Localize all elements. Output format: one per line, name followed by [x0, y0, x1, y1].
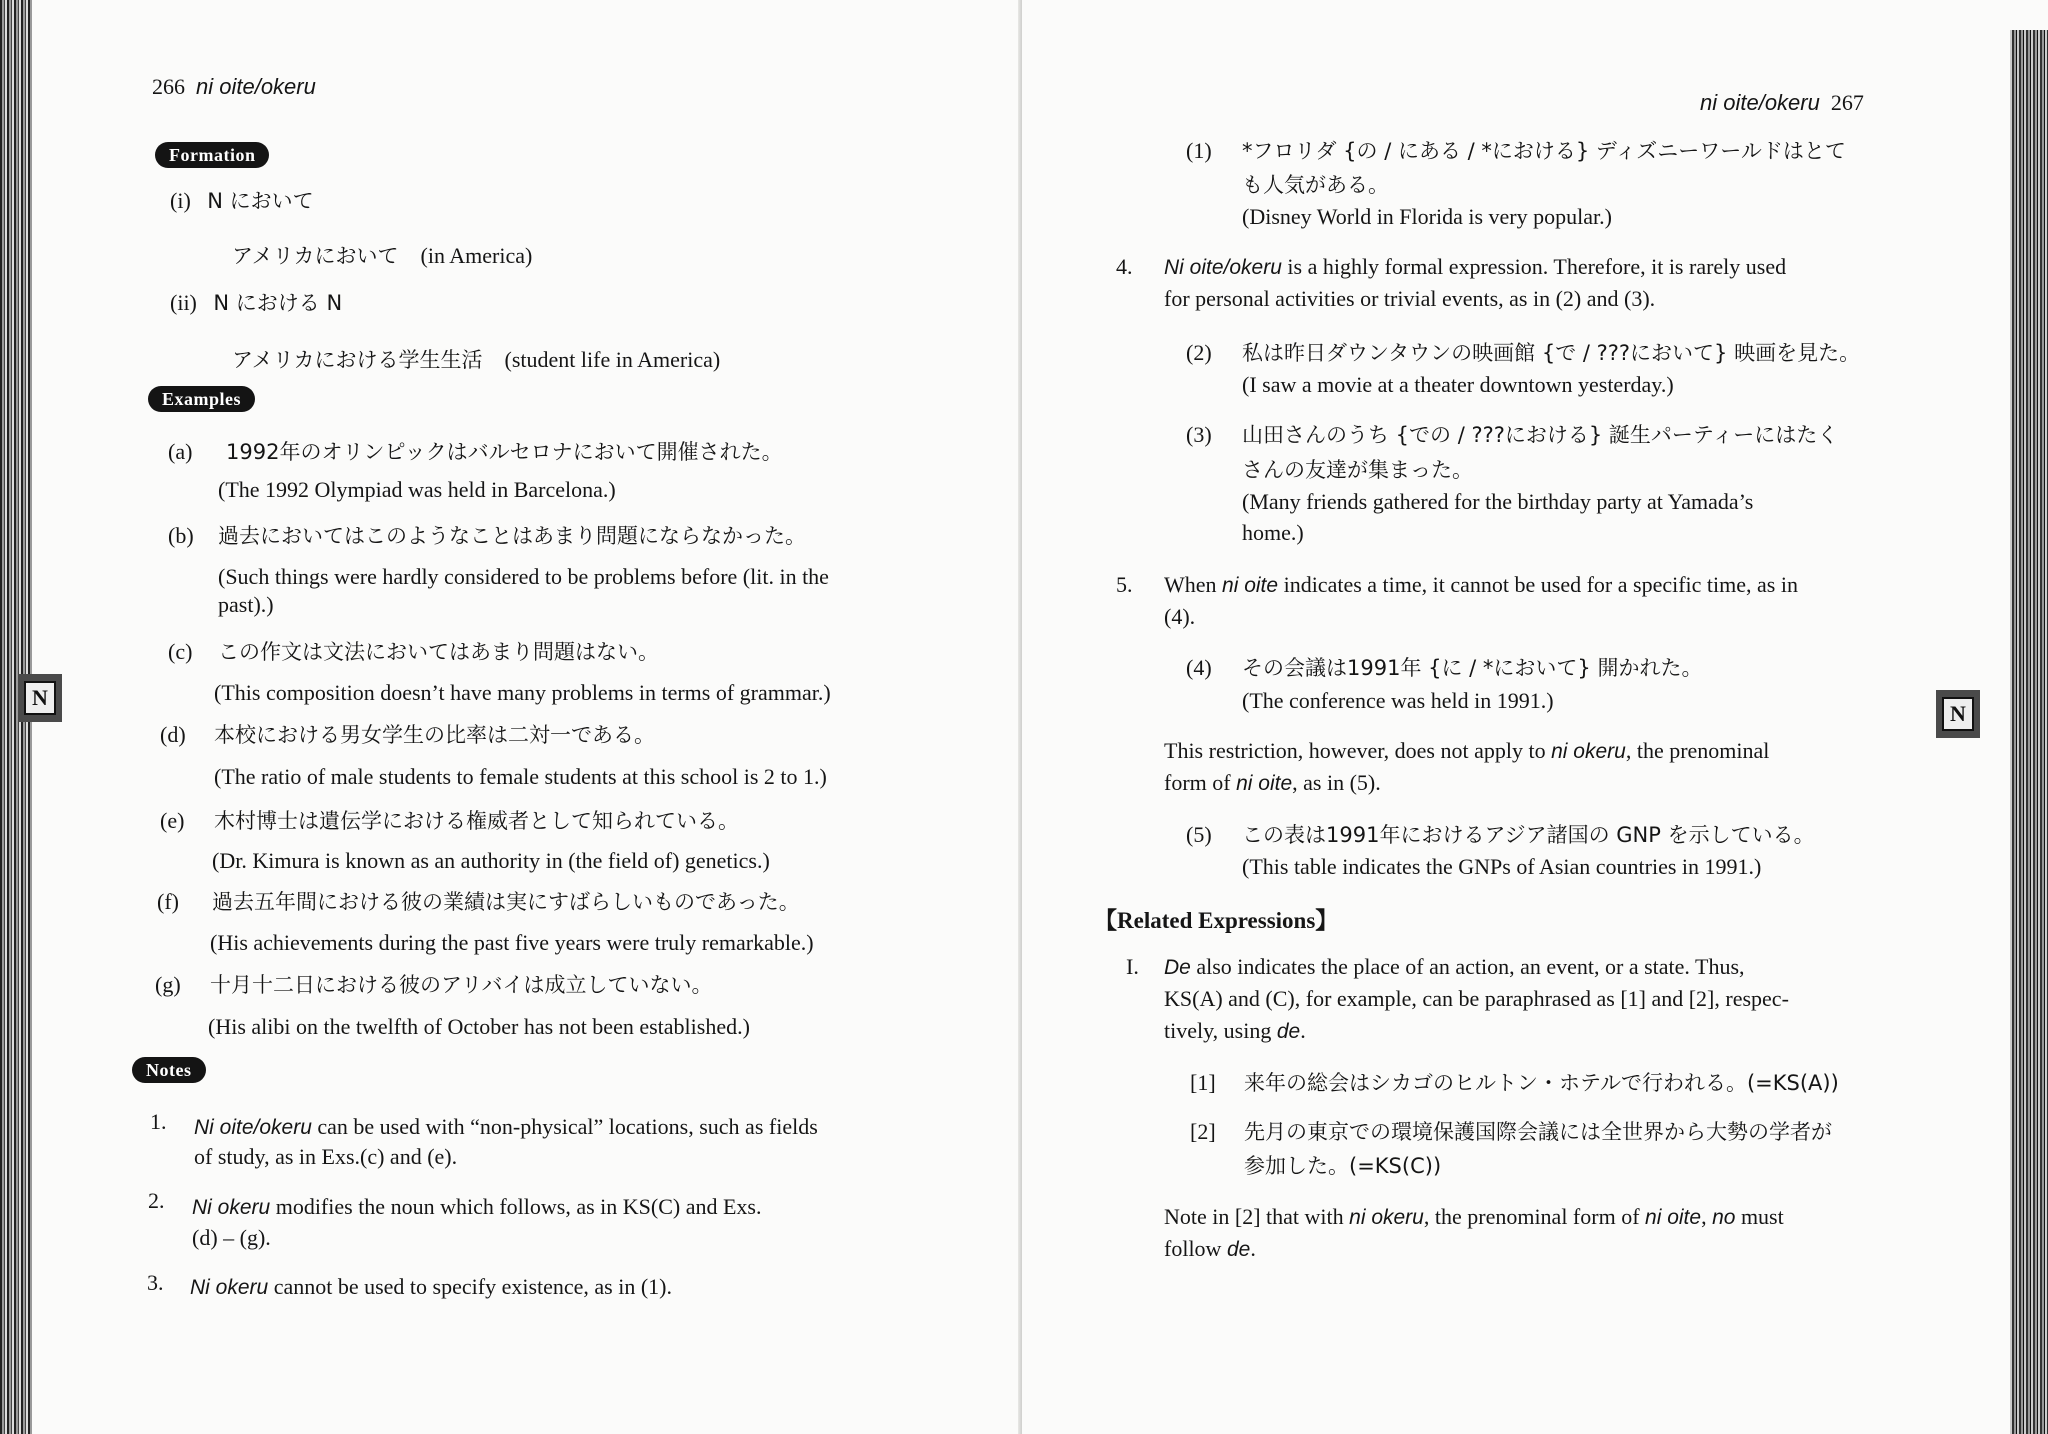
note-4-line2: for personal activities or trivial events, as in (2) and (3). — [1164, 286, 1656, 311]
final-note-line1 — [1164, 1202, 1784, 1233]
running-head-title-left: ni oite/okeru — [196, 74, 316, 99]
final-term: ni oite — [1645, 1206, 1702, 1229]
related-example-2-jp-line2: 参加した。(=KS(C)) — [1244, 1154, 1442, 1178]
example-jp-b: 過去においてはこのようなことはあまり問題にならなかった。 — [218, 524, 806, 548]
example-label-1: (1) — [1186, 138, 1212, 163]
example-en-d: (The ratio of male students to female students at this school is 2 to 1.) — [214, 764, 827, 789]
related-example-2-jp-line1: 先月の東京での環境保護国際会議には全世界から大勢の学者が — [1244, 1120, 1832, 1144]
note-3-text: cannot be used to specify existence, as in (1). — [268, 1274, 673, 1299]
example-label-f: (f) — [157, 889, 179, 914]
formation-example-jp: アメリカにおける学生生活 — [232, 348, 483, 372]
formation-num: (ii) — [170, 290, 197, 315]
left-page — [0, 0, 1022, 1434]
example-en-b-cont: past).) — [218, 592, 274, 617]
final-text: . — [1250, 1236, 1256, 1261]
formation-pattern: N における N — [213, 291, 343, 315]
formation-label: Formation — [155, 142, 269, 168]
example-3-en-line1 — [1242, 486, 1918, 518]
example-5-jp: この表は1991年におけるアジア諸国の GNP を示している。 — [1242, 823, 1815, 847]
running-head-title-right: ni oite/okeru — [1700, 90, 1820, 115]
example-en-c: (This composition doesn’t have many problems in terms of grammar.) — [214, 680, 831, 705]
note-4-line1 — [1164, 252, 1786, 283]
running-head-right — [1700, 90, 1864, 116]
example-3-jp-line2: さんの友達が集まった。 — [1242, 458, 1473, 482]
example-1-en: (Disney World in Florida is very popular.) — [1242, 204, 1612, 229]
section-tab-right — [1936, 690, 1980, 738]
note-2-line2: (d) – (g). — [192, 1225, 271, 1250]
related-example-label-1: [1] — [1190, 1070, 1216, 1095]
formation-example-ii — [232, 345, 720, 375]
related-text: also indicates the place of an action, an event, or a state. Thus, — [1190, 954, 1745, 979]
example-label-2: (2) — [1186, 340, 1212, 365]
notes-label: Notes — [132, 1057, 206, 1083]
example-4-en: (The conference was held in 1991.) — [1242, 688, 1554, 713]
note-number-2: 2. — [148, 1188, 165, 1213]
right-page — [1022, 0, 2048, 1434]
final-term: de — [1226, 1238, 1251, 1261]
example-label-e: (e) — [160, 808, 185, 833]
example-2-en: (I saw a movie at a theater downtown yesterday.) — [1242, 372, 1674, 397]
related-term: De — [1164, 956, 1191, 979]
example-3-en: (Many friends gathered for the birthday party at Yamada’s — [1242, 489, 1754, 514]
note-3-term: Ni okeru — [190, 1276, 269, 1299]
formation-example-en: (in America) — [420, 243, 533, 268]
formation-num: (i) — [170, 188, 191, 213]
example-jp-a: 1992年のオリンピックはバルセロナにおいて開催された。 — [226, 440, 783, 464]
final-text: follow — [1164, 1236, 1227, 1261]
example-en-b: (Such things were hardly considered to be problems before (lit. in the — [218, 564, 829, 589]
note-1-text: can be used with “non-physical” locations, such as fields — [311, 1114, 818, 1139]
restriction-line1 — [1164, 736, 1769, 767]
note-number-1: 1. — [150, 1109, 167, 1134]
example-jp-g: 十月十二日における彼のアリバイは成立していない。 — [210, 973, 713, 997]
note-number-4: 4. — [1116, 254, 1133, 279]
restriction-text: This restriction, however, does not apply to — [1164, 738, 1552, 763]
example-en-e: (Dr. Kimura is known as an authority in (the field of) genetics.) — [212, 848, 770, 873]
related-number-I: I. — [1126, 954, 1139, 979]
example-label-3: (3) — [1186, 422, 1212, 447]
note-5-line1 — [1164, 570, 1798, 601]
related-line2: KS(A) and (C), for example, can be paraphrased as [1] and [2], respec- — [1164, 986, 1789, 1011]
example-label-d: (d) — [160, 722, 186, 747]
restriction-text: form of — [1164, 770, 1237, 795]
related-line1 — [1164, 952, 1745, 983]
example-label-b: (b) — [168, 523, 194, 548]
note-2-text: modifies the noun which follows, as in KS(C) and Exs. — [270, 1194, 762, 1219]
final-text: Note in [2] that with — [1164, 1204, 1350, 1229]
example-label-a: (a) — [168, 439, 193, 464]
note-5-term: ni oite — [1222, 574, 1279, 597]
note-number-3: 3. — [147, 1270, 164, 1295]
final-term: no — [1712, 1206, 1736, 1229]
final-text: , the prenominal form of — [1423, 1204, 1646, 1229]
section-tab-left — [18, 674, 62, 722]
note-1-term: Ni oite/okeru — [194, 1116, 312, 1139]
note-4-text: is a highly formal expression. Therefore, it is rarely used — [1281, 254, 1787, 279]
related-line3 — [1164, 1016, 1306, 1047]
related-example-label-2: [2] — [1190, 1119, 1216, 1144]
example-3-jp-line1: 山田さんのうち {での / ???における} 誕生パーティーにはたく — [1242, 423, 1839, 447]
example-jp-e: 木村博士は遺伝学における権威者として知られている。 — [214, 809, 739, 833]
section-tab-letter: N — [24, 681, 56, 715]
note-3-line1 — [190, 1272, 672, 1303]
example-label-g: (g) — [155, 972, 181, 997]
related-term: de — [1276, 1020, 1301, 1043]
note-2-line1 — [192, 1192, 762, 1223]
related-expressions-heading: 【Related Expressions】 — [1094, 908, 1339, 933]
example-5-en: (This table indicates the GNPs of Asian countries in 1991.) — [1242, 854, 1762, 879]
restriction-term: ni oite — [1236, 772, 1293, 795]
example-label-4: (4) — [1186, 655, 1212, 680]
example-jp-d: 本校における男女学生の比率は二対一である。 — [214, 723, 655, 747]
related-text: tively, using — [1164, 1018, 1277, 1043]
example-label-5: (5) — [1186, 822, 1212, 847]
final-note-line2 — [1164, 1234, 1256, 1265]
formation-pattern: N において — [207, 189, 314, 213]
note-number-5: 5. — [1116, 572, 1133, 597]
note-2-term: Ni okeru — [192, 1196, 271, 1219]
page-number-left: 266 — [152, 74, 185, 99]
restriction-term: ni okeru — [1551, 740, 1626, 763]
example-3-en-line2: home.) — [1242, 520, 1304, 545]
restriction-line2 — [1164, 768, 1381, 799]
example-2-jp: 私は昨日ダウンタウンの映画館 {で / ???において} 映画を見た。 — [1242, 341, 1861, 365]
restriction-text: , as in (5). — [1292, 770, 1381, 795]
note-1-line1 — [194, 1112, 818, 1143]
related-text: . — [1300, 1018, 1306, 1043]
formation-item-ii — [170, 288, 342, 318]
example-label-c: (c) — [168, 639, 193, 664]
formation-example-jp: アメリカにおいて — [232, 244, 399, 268]
formation-example-i — [232, 241, 532, 271]
book-edge-right — [2010, 30, 2048, 1434]
examples-label: Examples — [148, 386, 255, 412]
example-en-f: (His achievements during the past five years were truly remarkable.) — [210, 930, 814, 955]
note-1-line2: of study, as in Exs.(c) and (e). — [194, 1144, 458, 1169]
note-5-pre: When — [1164, 572, 1223, 597]
final-term: ni okeru — [1349, 1206, 1424, 1229]
note-4-term: Ni oite/okeru — [1164, 256, 1282, 279]
example-en-a: (The 1992 Olympiad was held in Barcelona.) — [218, 477, 616, 502]
restriction-text: , the prenominal — [1625, 738, 1770, 763]
example-1-jp-line2: も人気がある。 — [1242, 173, 1389, 197]
related-example-1-jp: 来年の総会はシカゴのヒルトン・ホテルで行われる。(=KS(A)) — [1244, 1071, 1839, 1095]
example-en-g: (His alibi on the twelfth of October has not been established.) — [208, 1014, 750, 1039]
section-tab-letter: N — [1942, 697, 1974, 731]
note-5-line2: (4). — [1164, 604, 1196, 629]
formation-example-en: (student life in America) — [504, 347, 721, 372]
formation-item-i — [170, 186, 314, 216]
example-1-jp-line1: *フロリダ {の / にある / *における} ディズニーワールドはとて — [1242, 139, 1846, 163]
example-jp-c: この作文は文法においてはあまり問題はない。 — [218, 640, 659, 664]
final-text: must — [1735, 1204, 1784, 1229]
running-head-left — [152, 74, 316, 100]
note-5-text: indicates a time, it cannot be used for a specific time, as in — [1278, 572, 1798, 597]
page-number-right: 267 — [1830, 90, 1864, 115]
example-jp-f: 過去五年間における彼の業績は実にすばらしいものであった。 — [212, 890, 800, 914]
final-text: , — [1701, 1204, 1713, 1229]
example-4-jp: その会議は1991年 {に / *において} 開かれた。 — [1242, 656, 1703, 680]
